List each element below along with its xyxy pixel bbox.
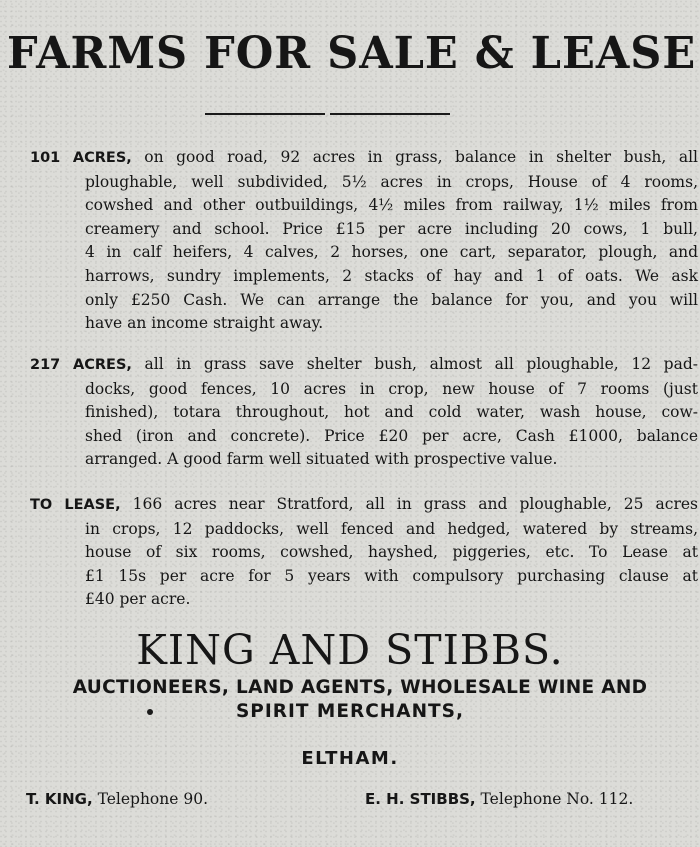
contact-name: E. H. STIBBS,	[365, 790, 476, 808]
listing-217-acres	[30, 353, 698, 472]
listing-line: £40 per acre.	[85, 590, 191, 609]
company-name: KING AND STIBBS.	[136, 626, 564, 674]
listing-line: docks, good fences, 10 acres in crop, new house of 7 rooms (just	[85, 379, 698, 398]
listing-line: £1 15s per acre for 5 years with compulsory purchasing clause at	[85, 566, 698, 585]
headline: FARMS FOR SALE & LEASE	[7, 28, 697, 79]
listing-line: finished), totara throughout, hot and cold water, wash house, cow-	[85, 403, 698, 422]
listing-line: cowshed and other outbuildings, 4½ miles from railway, 1½ miles from	[85, 196, 698, 215]
listing-lead: 101 ACRES,	[30, 150, 132, 166]
listing-line: house of six rooms, cowshed, hayshed, piggeries, etc. To Lease at	[85, 543, 698, 562]
listing-line: creamery and school. Price £15 per acre including 20 cows, 1 bull,	[85, 219, 698, 238]
listing-line: arranged. A good farm well situated with prospective value.	[85, 450, 558, 469]
listing-line: 166 acres near Stratford, all in grass and ploughable, 25 acres	[120, 495, 698, 513]
contact-phone: Telephone No. 112.	[475, 790, 634, 808]
listing-line: 4 in calf heifers, 4 calves, 2 horses, one cart, separator, plough, and	[85, 243, 698, 262]
listing-line: ploughable, well subdivided, 5½ acres in crops, House of 4 rooms,	[85, 172, 698, 191]
listing-line: only £250 Cash. We can arrange the balance for you, and you will	[85, 290, 698, 309]
listing-line: in crops, 12 paddocks, well fenced and hedged, watered by streams,	[85, 519, 698, 538]
listing-lead: 217 ACRES,	[30, 357, 132, 373]
contact-phone: Telephone 90.	[92, 790, 208, 808]
trade-description-line1: AUCTIONEERS, LAND AGENTS, WHOLESALE WINE AND	[72, 677, 648, 698]
listing-line: shed (iron and concrete). Price £20 per acre, Cash £1000, balance	[85, 426, 698, 445]
divider-rule-left	[205, 113, 325, 115]
listing-to-lease	[30, 493, 698, 612]
trade-description-line2: SPIRIT MERCHANTS,	[235, 701, 465, 722]
listing-line: on good road, 92 acres in grass, balance in shelter bush, all	[131, 148, 698, 166]
listing-line: all in grass save shelter bush, almost all ploughable, 12 pad-	[131, 355, 699, 373]
listing-101-acres	[30, 146, 698, 336]
divider-rule-right	[330, 113, 450, 115]
contact-name: T. KING,	[26, 790, 93, 808]
listing-lead: TO LEASE,	[30, 497, 121, 513]
contact-stibbs	[365, 790, 633, 808]
listing-line: have an income straight away.	[85, 314, 324, 333]
listing-line: harrows, sundry implements, 2 stacks of hay and 1 of oats. We ask	[85, 266, 698, 285]
town-name: ELTHAM.	[301, 748, 399, 769]
contact-king	[26, 790, 208, 808]
